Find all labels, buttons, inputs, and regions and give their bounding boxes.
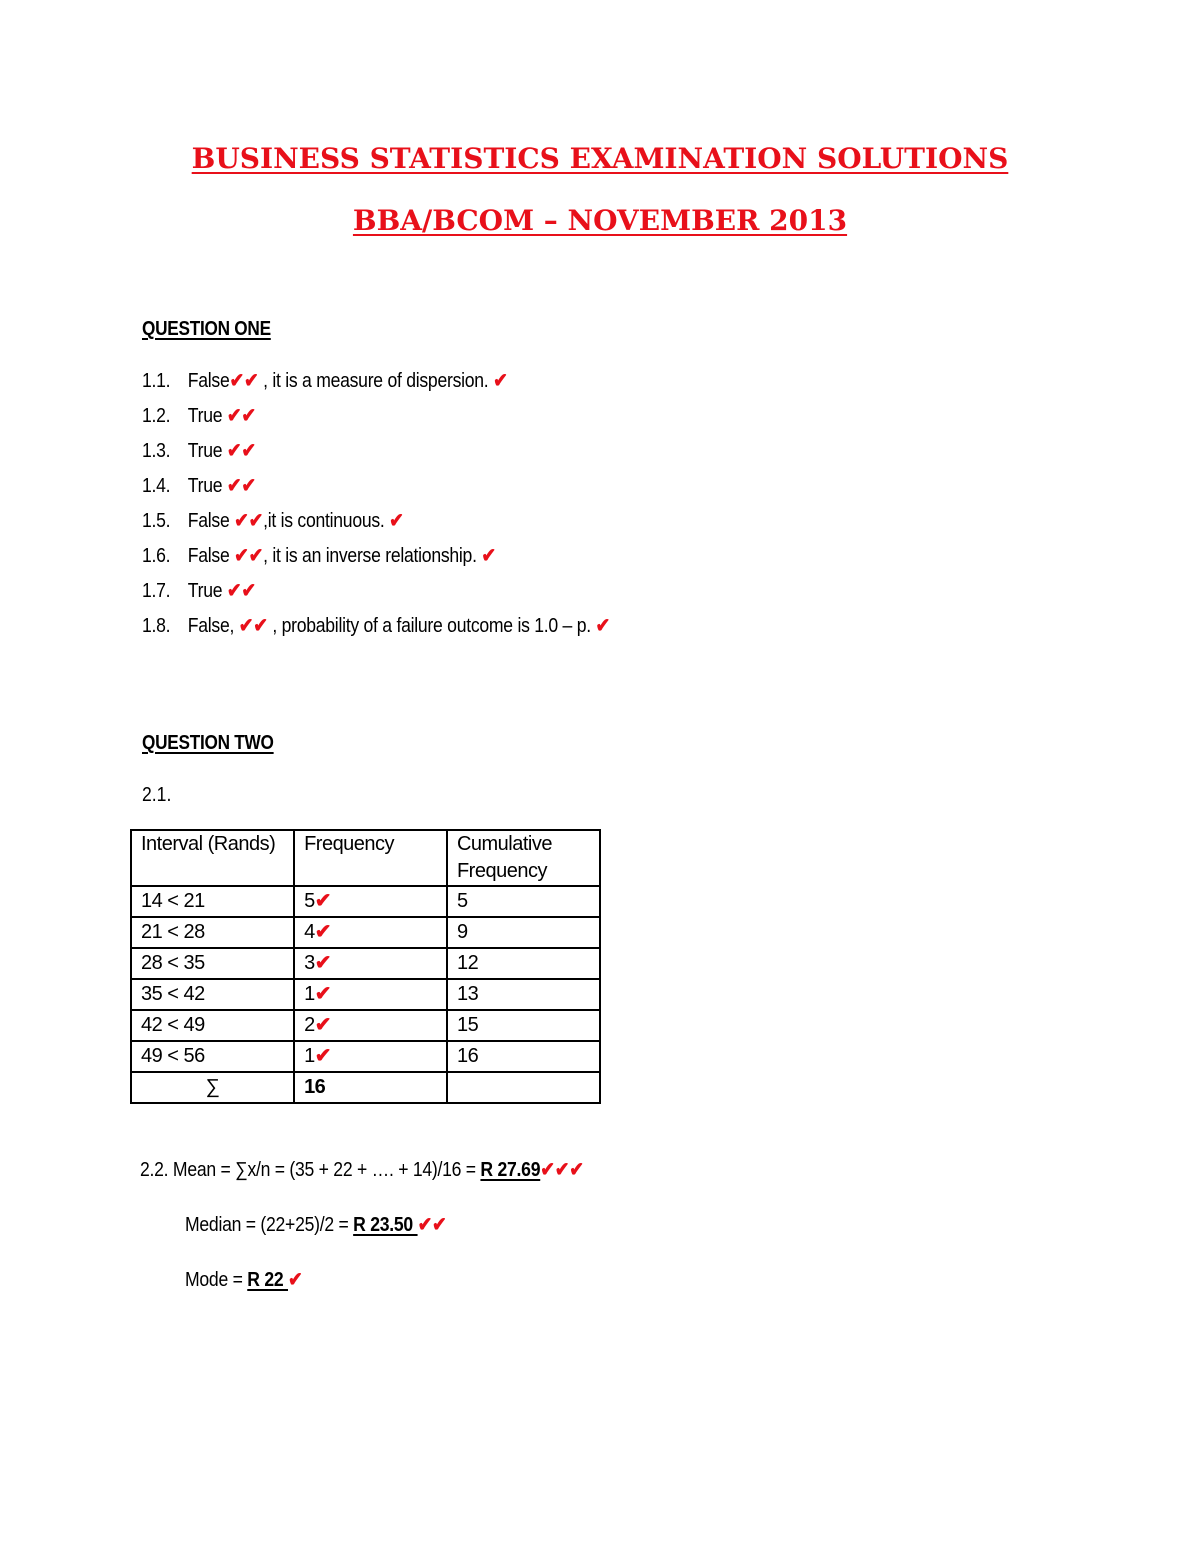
cumulative-cell: 15 [447, 1010, 600, 1041]
check-mark-icon: ✔ [314, 890, 331, 912]
item-number: 1.2. [142, 405, 171, 427]
frequency-cell: 3✔ [294, 948, 447, 979]
answer-item [142, 543, 610, 578]
check-mark-icon: ✔ [288, 1269, 303, 1291]
item-answer: True [187, 475, 227, 497]
item-answer: True [187, 405, 227, 427]
check-mark-icon: ✔✔ [238, 615, 268, 637]
cumulative-cell: 12 [447, 948, 600, 979]
check-mark-icon: ✔ [314, 1014, 331, 1036]
question-two-heading: QUESTION TWO [142, 732, 274, 754]
table-row [131, 1010, 600, 1041]
median-answer: R 23.50 [353, 1214, 418, 1236]
check-mark-icon: ✔✔ [226, 580, 256, 602]
question-one-answers [142, 368, 674, 648]
check-mark-icon: ✔ [389, 510, 404, 532]
check-mark-icon: ✔ [595, 615, 610, 637]
frequency-cell: 4✔ [294, 917, 447, 948]
table-total-row [131, 1072, 600, 1103]
check-mark-icon: ✔✔ [417, 1214, 447, 1236]
column-header-interval: Interval (Rands) [131, 830, 294, 886]
item-number: 1.1. [142, 370, 171, 392]
frequency-cell: 2✔ [294, 1010, 447, 1041]
check-mark-icon: ✔ [481, 545, 496, 567]
item-explanation: , probability of a failure outcome is 1.0 – p. [267, 615, 591, 637]
interval-cell: 49 < 56 [131, 1041, 294, 1072]
item-explanation: ,it is continuous. [263, 510, 385, 532]
item-answer: False [187, 545, 235, 567]
document-title: BUSINESS STATISTICS EXAMINATION SOLUTIONS [191, 142, 1009, 175]
frequency-table [130, 829, 601, 1104]
frequency-cell: 5✔ [294, 886, 447, 917]
table-row [131, 979, 600, 1010]
item-answer: False [187, 510, 235, 532]
answer-item [142, 473, 610, 508]
answer-item [142, 508, 610, 543]
document-subtitle: BBA/BCOM – NOVEMBER 2013 [352, 204, 848, 237]
median-formula: Median = (22+25)/2 = [185, 1214, 354, 1236]
item-answer: False, [187, 615, 239, 637]
check-mark-icon: ✔ [314, 1045, 331, 1067]
check-mark-icon: ✔✔ [234, 545, 264, 567]
answer-item [142, 438, 610, 473]
item-answer: True [187, 440, 227, 462]
interval-cell: 21 < 28 [131, 917, 294, 948]
answer-item [142, 578, 610, 613]
item-explanation: , it is a measure of dispersion. [258, 370, 489, 392]
check-mark-icon: ✔✔ [226, 475, 256, 497]
cumulative-cell: 13 [447, 979, 600, 1010]
cumulative-cell: 9 [447, 917, 600, 948]
answer-item [142, 368, 610, 403]
answer-item [142, 403, 610, 438]
mean-answer: R 27.69 [480, 1159, 541, 1181]
check-mark-icon: ✔✔✔ [540, 1159, 584, 1181]
column-header-frequency: Frequency [294, 830, 447, 886]
frequency-cell: 1✔ [294, 1041, 447, 1072]
sub-question-label: 2.1. [142, 784, 172, 806]
item-number: 1.5. [142, 510, 171, 532]
mean-calculation [140, 1157, 584, 1182]
total-frequency: 16 [294, 1072, 447, 1103]
total-cumulative [447, 1072, 600, 1103]
frequency-cell: 1✔ [294, 979, 447, 1010]
interval-cell: 42 < 49 [131, 1010, 294, 1041]
cumulative-cell: 5 [447, 886, 600, 917]
check-mark-icon: ✔✔ [226, 405, 256, 427]
table-header-row [131, 830, 600, 886]
check-mark-icon: ✔✔ [226, 440, 256, 462]
sum-symbol: ∑ [131, 1072, 294, 1103]
column-header-cumulative: Cumulative Frequency [447, 830, 600, 886]
check-mark-icon: ✔ [493, 370, 508, 392]
check-mark-icon: ✔ [314, 952, 331, 974]
check-mark-icon: ✔✔ [229, 370, 259, 392]
item-explanation: , it is an inverse relationship. [263, 545, 477, 567]
interval-cell: 14 < 21 [131, 886, 294, 917]
question-one-heading: QUESTION ONE [142, 318, 271, 340]
mode-answer: R 22 [247, 1269, 289, 1291]
table-row [131, 1041, 600, 1072]
mode-calculation [185, 1267, 302, 1292]
check-mark-icon: ✔ [314, 983, 331, 1005]
check-mark-icon: ✔✔ [234, 510, 264, 532]
table-row [131, 886, 600, 917]
item-number: 1.7. [142, 580, 171, 602]
median-calculation [185, 1212, 447, 1237]
mode-formula: Mode = [185, 1269, 248, 1291]
cumulative-cell: 16 [447, 1041, 600, 1072]
item-number: 1.4. [142, 475, 171, 497]
check-mark-icon: ✔ [314, 921, 331, 943]
item-number: 1.8. [142, 615, 171, 637]
item-number: 1.6. [142, 545, 171, 567]
table-row [131, 948, 600, 979]
item-answer: False [187, 370, 230, 392]
item-number: 1.3. [142, 440, 171, 462]
item-answer: True [187, 580, 227, 602]
interval-cell: 28 < 35 [131, 948, 294, 979]
mean-formula: 2.2. Mean = ∑x/n = (35 + 22 + …. + 14)/16 = [140, 1159, 481, 1181]
interval-cell: 35 < 42 [131, 979, 294, 1010]
answer-item [142, 613, 610, 648]
table-row [131, 917, 600, 948]
